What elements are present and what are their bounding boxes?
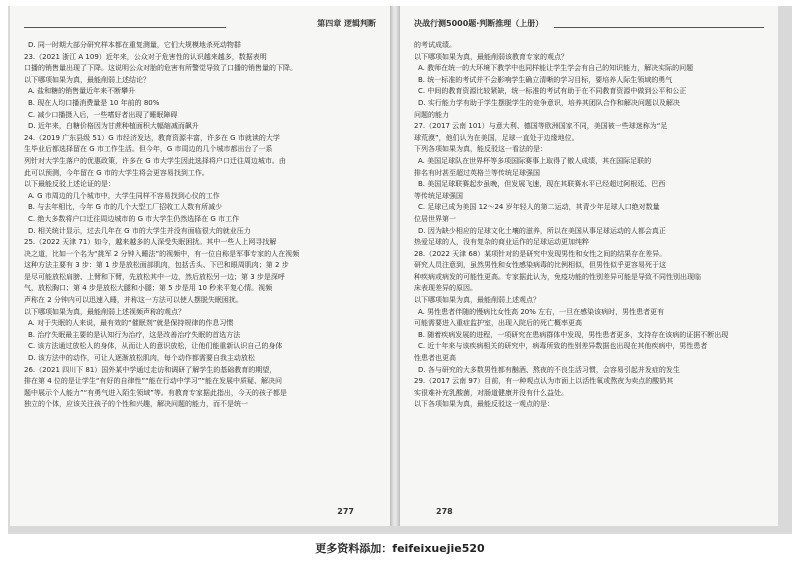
footer-watermark-text: 更多资料添加：feifeixuejie520 <box>315 542 485 555</box>
text-line: A. 男性患者伴随的慢病比女性高 20% 左右，一旦在感染该病时，男性患者更有 <box>418 307 665 316</box>
text-line: 26.（2021 四川下 81）国外某中学通过走访和调研了解学生的基础教育的期望， <box>24 365 277 374</box>
text-line: 独立的个体，应该关注孩子的个性和兴趣，解决问题的能力，而不是统一 <box>24 400 248 409</box>
text-line: 下列各项如果为真，能反驳这一看法的是： <box>414 145 547 154</box>
right-page <box>400 6 778 526</box>
text-line: 等传统足球强国 <box>414 191 463 200</box>
text-line: D. 该方法中的动作，可让人逐渐放松肌肉，每个动作都需要自我主动放松 <box>28 354 255 363</box>
text-line: C. 减少口播摄入后，一些嗜好者出现了睡眠障碍 <box>28 110 178 119</box>
text-line: A. 美国足球队在世界杯等多项国际赛事上取得了傲人成绩，其在国际足联的 <box>418 156 652 165</box>
right-page-header <box>414 18 764 32</box>
text-line: 生毕业后都选择留在 G 市工作生活。但今年，G 市周边的几个城市都出台了一系 <box>24 145 273 154</box>
text-line: 气，放松胸口；第 4 步是放松大腿和小腿；第 5 步是用 10 秒来平复心情。视频 <box>24 284 273 293</box>
text-line: 25.（2022 天津 71）如今，越来越多的人深受失眠困扰。其中一些人上网寻找解 <box>24 238 277 247</box>
text-line: A. 教师在统一的大环境下教学中也同样能让学生学会有自己的知识能力，解决实际的问题 <box>418 64 694 73</box>
header-rule <box>554 27 764 28</box>
text-line: 可能需要进入重症监护室，出现入院后的死亡概率更高 <box>414 319 582 328</box>
text-line: A. 对于失眠的人来说，最有效的“催眠剂”就是保持规律的作息习惯 <box>28 319 234 328</box>
text-line: 种疾病或病发的可能性更高。专家据此认为，免疫功能的性别差异可能是导致不同性别出现临 <box>414 272 701 281</box>
text-line: 的考试成绩。 <box>414 41 456 49</box>
text-line: A. G 市周边的几个城市中，大学生同样不容易找到心仪的工作 <box>28 191 220 200</box>
text-line: D. 同一时期大部分研究样本都在重复测量，它们大规模地杀死动物群 <box>28 41 241 49</box>
text-line: 27.（2017 云南 101）与意大利、德国等欧洲国家不同，美国被一些球迷称为“足 <box>414 122 668 131</box>
text-line: C. 足球已成为美国 12～24 岁年轻人的第二运动，其青少年足球人口绝对数量 <box>418 203 660 212</box>
left-page-text <box>24 40 376 496</box>
text-line: D. 相关统计显示，过去几年在 G 市的大学生并没有面临很大的就业压力 <box>28 226 251 235</box>
chapter-title: 第四章 逻辑判断 <box>317 19 376 28</box>
text-line: B. 随着疾病发展的进程，一项研究在患病群体中发现，男性患者更多，支持存在该病的证据不断出现 <box>418 330 729 339</box>
book-title: 决战行测5000题·判断推理（上册） <box>414 19 544 28</box>
text-line: 29.（2017 云南 97）目前，有一种观点认为市面上以活性氧或熬夜为卖点的酸奶其 <box>414 377 674 386</box>
text-line: 研究人员注意到，虽然男性和女性感染病毒的比例相似，但男性似乎更容易死于这 <box>414 261 666 270</box>
text-line: 口播的销售量出现了下降。这说明公众对胎的危害有所警觉导致了口播的销售量的下降。 <box>24 64 297 73</box>
text-line: 实很难补充乳酸菌，对肠道健康并没有什么益处。 <box>414 388 568 397</box>
text-line: 此可以预测，今年留在 G 市的大学生将会更容易找到工作。 <box>24 168 209 177</box>
text-line: C. 中间的教育资源比较紧缺，统一标准的考试有助于在不同教育资源中做到公平和公正 <box>418 87 687 96</box>
text-line: 以下哪项如果为真，最能削弱上述结论？ <box>24 75 150 84</box>
text-line: B. 现在人均口播消费量是 10 年前的 80% <box>28 98 160 107</box>
text-line: 球荒漠”，他们认为在美国，足球一直处于边缘地位。 <box>414 133 579 142</box>
left-page <box>10 6 390 526</box>
text-line: B. 统一标准的考试并不会影响学生确立清晰的学习目标，要培养人际生领域的勇气 <box>418 75 673 84</box>
text-line: C. 近十年来与该疾病相关的研究中，病毒所致的性别差异数据也出现在其他疾病中，男性患者 <box>418 342 708 351</box>
text-line: 床表现差异的原因。 <box>414 284 477 293</box>
text-line: B. 与去年相比，今年 G 市的几个大型工厂招收工人数有所减少 <box>28 203 223 212</box>
text-line: 23.（2021 浙江 A 109）近年来，公众对于危害性的认识越来越多，数据表明 <box>24 52 267 61</box>
text-line: 声称在 2 分钟内可以迅速入睡，并称这一方法可以使人摆脱失眠困扰。 <box>24 296 243 305</box>
text-line: B. 治疗失眠最主要的是认知行为治疗，这是改善治疗失眠的首选方法 <box>28 330 241 339</box>
text-line: 题中展示个人能力”“有勇气进入陌生领域”等。有教育专家据此指出，今天的孩子都是 <box>24 388 287 397</box>
page-number-right: 278 <box>436 507 453 516</box>
text-line: 24.（2019 广东县级 51）G 市经济发达，教育资源丰富，许多在 G 市就读的大学 <box>24 133 280 142</box>
text-line: D. 近年来，白糖价格因为甘蔗种植面积大幅缩减而飙升 <box>28 122 199 131</box>
text-line: 以下各项如果为真，最能反驳这一观点的是： <box>414 400 554 409</box>
text-line: 是尽可能放松肩膀、上臂和下臂，先放松其中一边，然后放松另一边；第 3 步是深呼 <box>24 272 285 281</box>
text-line: 列针对大学生落户的优惠政策，许多在 G 市大学生因此选择将户口迁往周边城市。由 <box>24 156 286 165</box>
text-line: D. 各与研究的大多数男性都有酗酒、熬夜的不良生活习惯，会容易引起并发症的发生 <box>418 365 680 374</box>
text-line: A. 盐和糖的销售量近年来不断攀升 <box>28 87 136 96</box>
text-line: 问题的能力 <box>414 110 449 119</box>
text-line: 排名有时甚至超过英格兰等传统足球强国 <box>414 168 540 177</box>
text-line: 性患者也更高 <box>414 354 456 363</box>
text-line: 热爱足球的人，没有复杂的商业运作的足球运动更加纯粹 <box>414 238 589 247</box>
page-number-left: 277 <box>337 507 354 516</box>
text-line: 以下哪项如果为真，最能削弱上述视频声称的观点？ <box>24 307 185 316</box>
text-line: 决之道，比如一个名为“挑军 2 分钟入睡法”的视频中，有一位自称是军事专家的人在视频 <box>24 249 300 258</box>
text-line: 排在第 4 位的是让学生“有好的自律性”“能在行动中学习”“能在发展中质疑、解决问 <box>24 377 283 386</box>
text-line: C. 绝大多数将户口迁往周边城市的 G 市大学生仍然选择在 G 市工作 <box>28 214 240 223</box>
text-line: 以下哪项如果为真，最能削弱上述观点？ <box>414 296 540 305</box>
text-line: D. 实行能力学有助于学生摆脱学生的竞争意识，培养其团队合作和解决问题以及解决 <box>418 98 680 107</box>
header-rule <box>24 27 226 28</box>
book-gutter <box>390 6 400 526</box>
right-page-text <box>414 40 764 496</box>
text-line: C. 该方法通过放松人的身体，从而让人的意识放松，让他们能重新认识自己的身体 <box>28 342 283 351</box>
left-page-header <box>24 18 376 32</box>
text-line: 以下最能反驳上述论证的是： <box>24 180 115 189</box>
text-line: 28.（2022 天津 68）某项针对的是研究中发现男性和女性之间的结果存在差异。 <box>414 249 667 258</box>
text-line: 这种方法主要有 3 步：第 1 步是放松面部肌肉，包括舌头、下巴和眼周肌肉；第 2 步 <box>24 261 289 270</box>
text-line: 位居世界第一 <box>414 214 456 223</box>
text-line: B. 美国足球联赛起步虽晚，但发展飞速，现在其联赛水平已经超过阿根廷、巴西 <box>418 180 666 189</box>
text-line: D. 因为缺少相应的足球文化土壤的滋养，所以在美国从事足球运动的人都会真正 <box>418 226 666 235</box>
text-line: 以下哪项如果为真，最能削弱该教育专家的观点？ <box>414 52 568 61</box>
